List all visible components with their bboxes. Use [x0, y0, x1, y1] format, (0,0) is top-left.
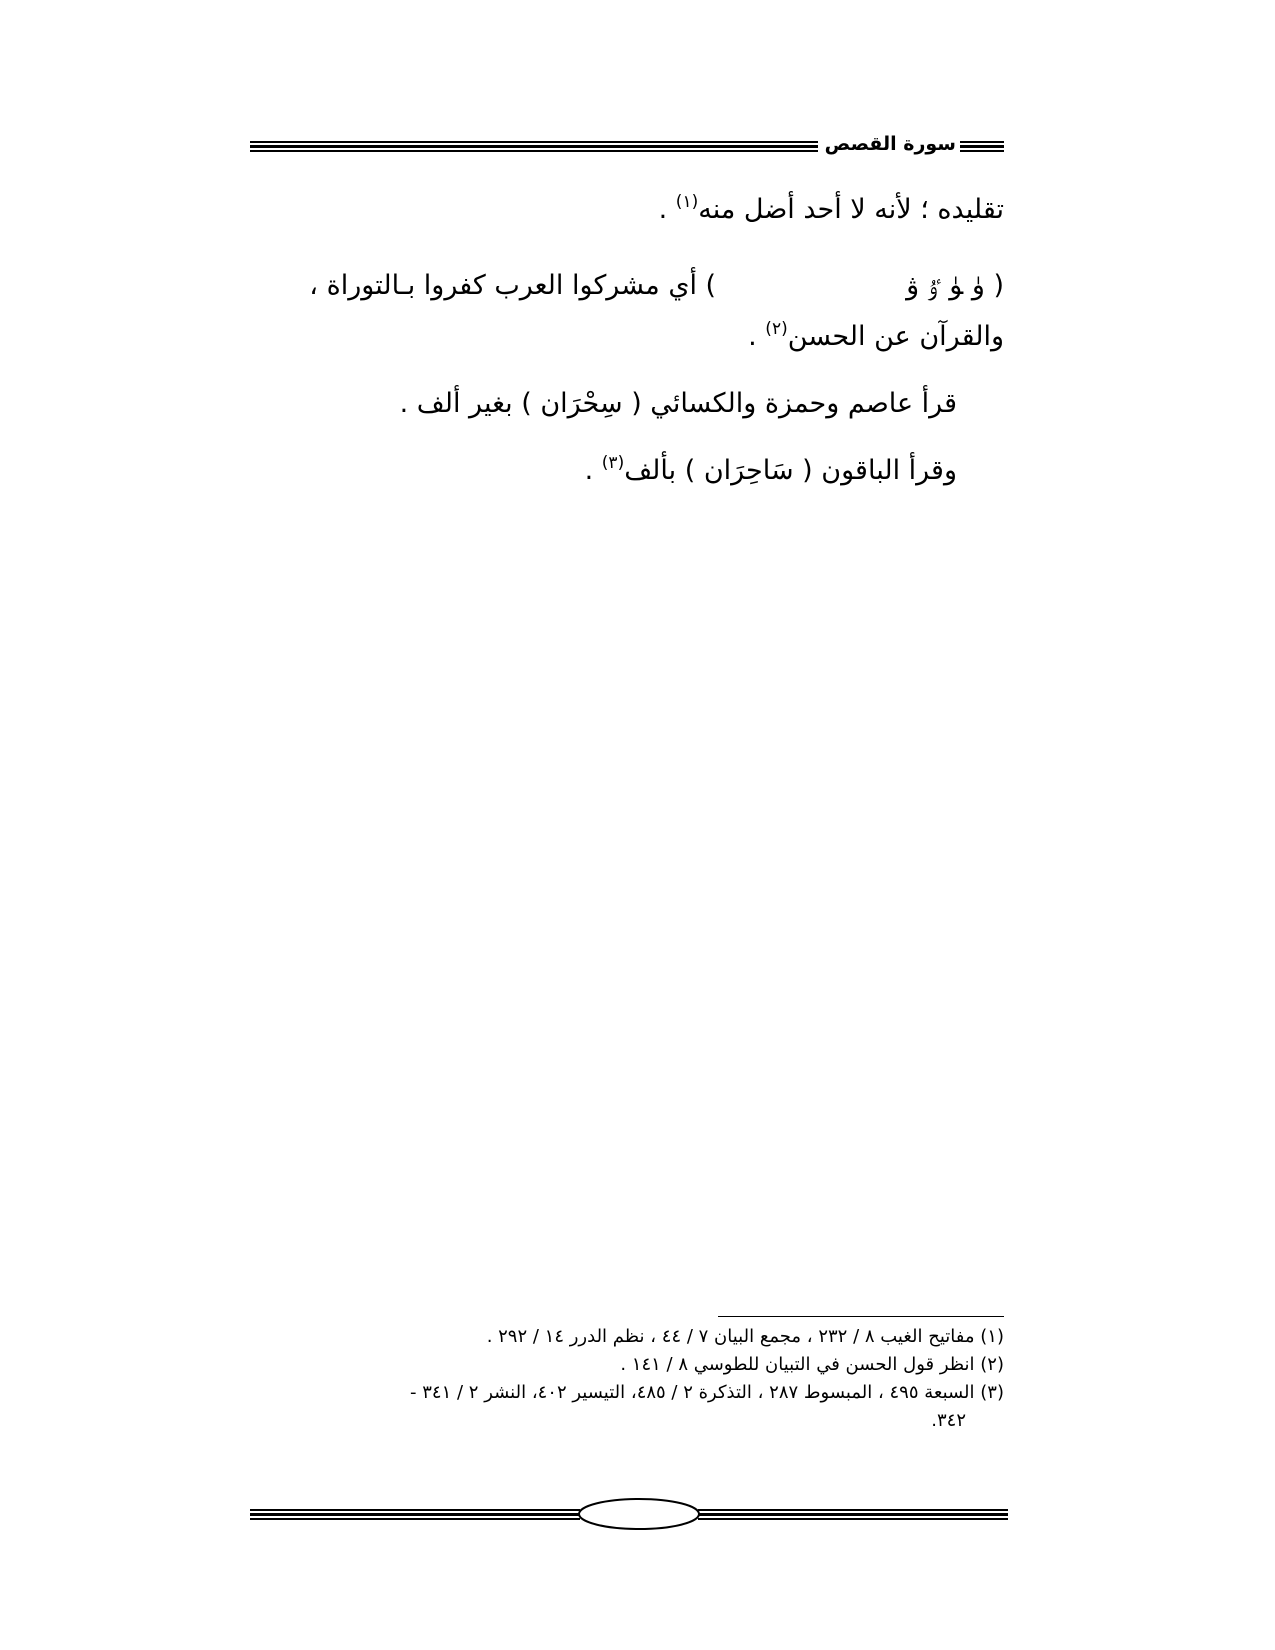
footer-rule-right: [698, 1509, 1008, 1520]
body-text: (: [984, 270, 1004, 301]
body-line-4: [400, 384, 957, 424]
running-header-title: سورة القصص: [824, 133, 956, 155]
body-line-3: [748, 317, 1004, 357]
footnote-2: (٢) انظر قول الحسن في التبيان للطوسي ٨ / ١٤١ .: [620, 1354, 1004, 1375]
body-line-2: [309, 266, 1004, 306]
header-rule-right: [960, 141, 1004, 152]
body-text: ) أي مشركوا العرب كفروا بـالتوراة ،: [309, 270, 717, 301]
quran-verse-glyphs: ﯛ ﯜ ﯝ ﯞ: [906, 270, 985, 301]
body-text: تقليده ؛ لأنه لا أحد أضل منه: [698, 194, 1004, 225]
body-text: .: [748, 321, 766, 352]
footer-rule-left: [250, 1509, 580, 1520]
body-line-1: [659, 190, 1004, 230]
footnote-reference-2: (٢): [765, 319, 788, 339]
footnote-reference-3: (٣): [601, 453, 625, 473]
header-rule-left: [250, 141, 818, 152]
footnote-3-continuation: ٣٤٢.: [931, 1410, 966, 1431]
body-text: .: [658, 194, 676, 225]
body-line-5: [585, 451, 957, 491]
body-text: قرأ عاصم وحمزة والكسائي ( سِحْرَان ) بغير ألف .: [399, 388, 957, 419]
footnote-reference-1: (١): [675, 192, 699, 212]
footnote-3: (٣) السبعة ٤٩٥ ، المبسوط ٢٨٧ ، التذكرة ٢ / ٤٨٥، التيسير ٤٠٢، النشر ٢ / ٣٤١ -: [410, 1382, 1004, 1403]
footnote-separator: [718, 1316, 1004, 1317]
body-text: وقرأ الباقون ( سَاحِرَان ) بألف: [624, 455, 957, 486]
body-text: والقرآن عن الحسن: [787, 321, 1004, 352]
page-number-frame: [576, 1497, 702, 1531]
footnote-1: (١) مفاتيح الغيب ٨ / ٢٣٢ ، مجمع البيان ٧ / ٤٤ ، نظم الدرر ١٤ / ٢٩٢ .: [486, 1326, 1004, 1347]
body-text: .: [584, 455, 602, 486]
